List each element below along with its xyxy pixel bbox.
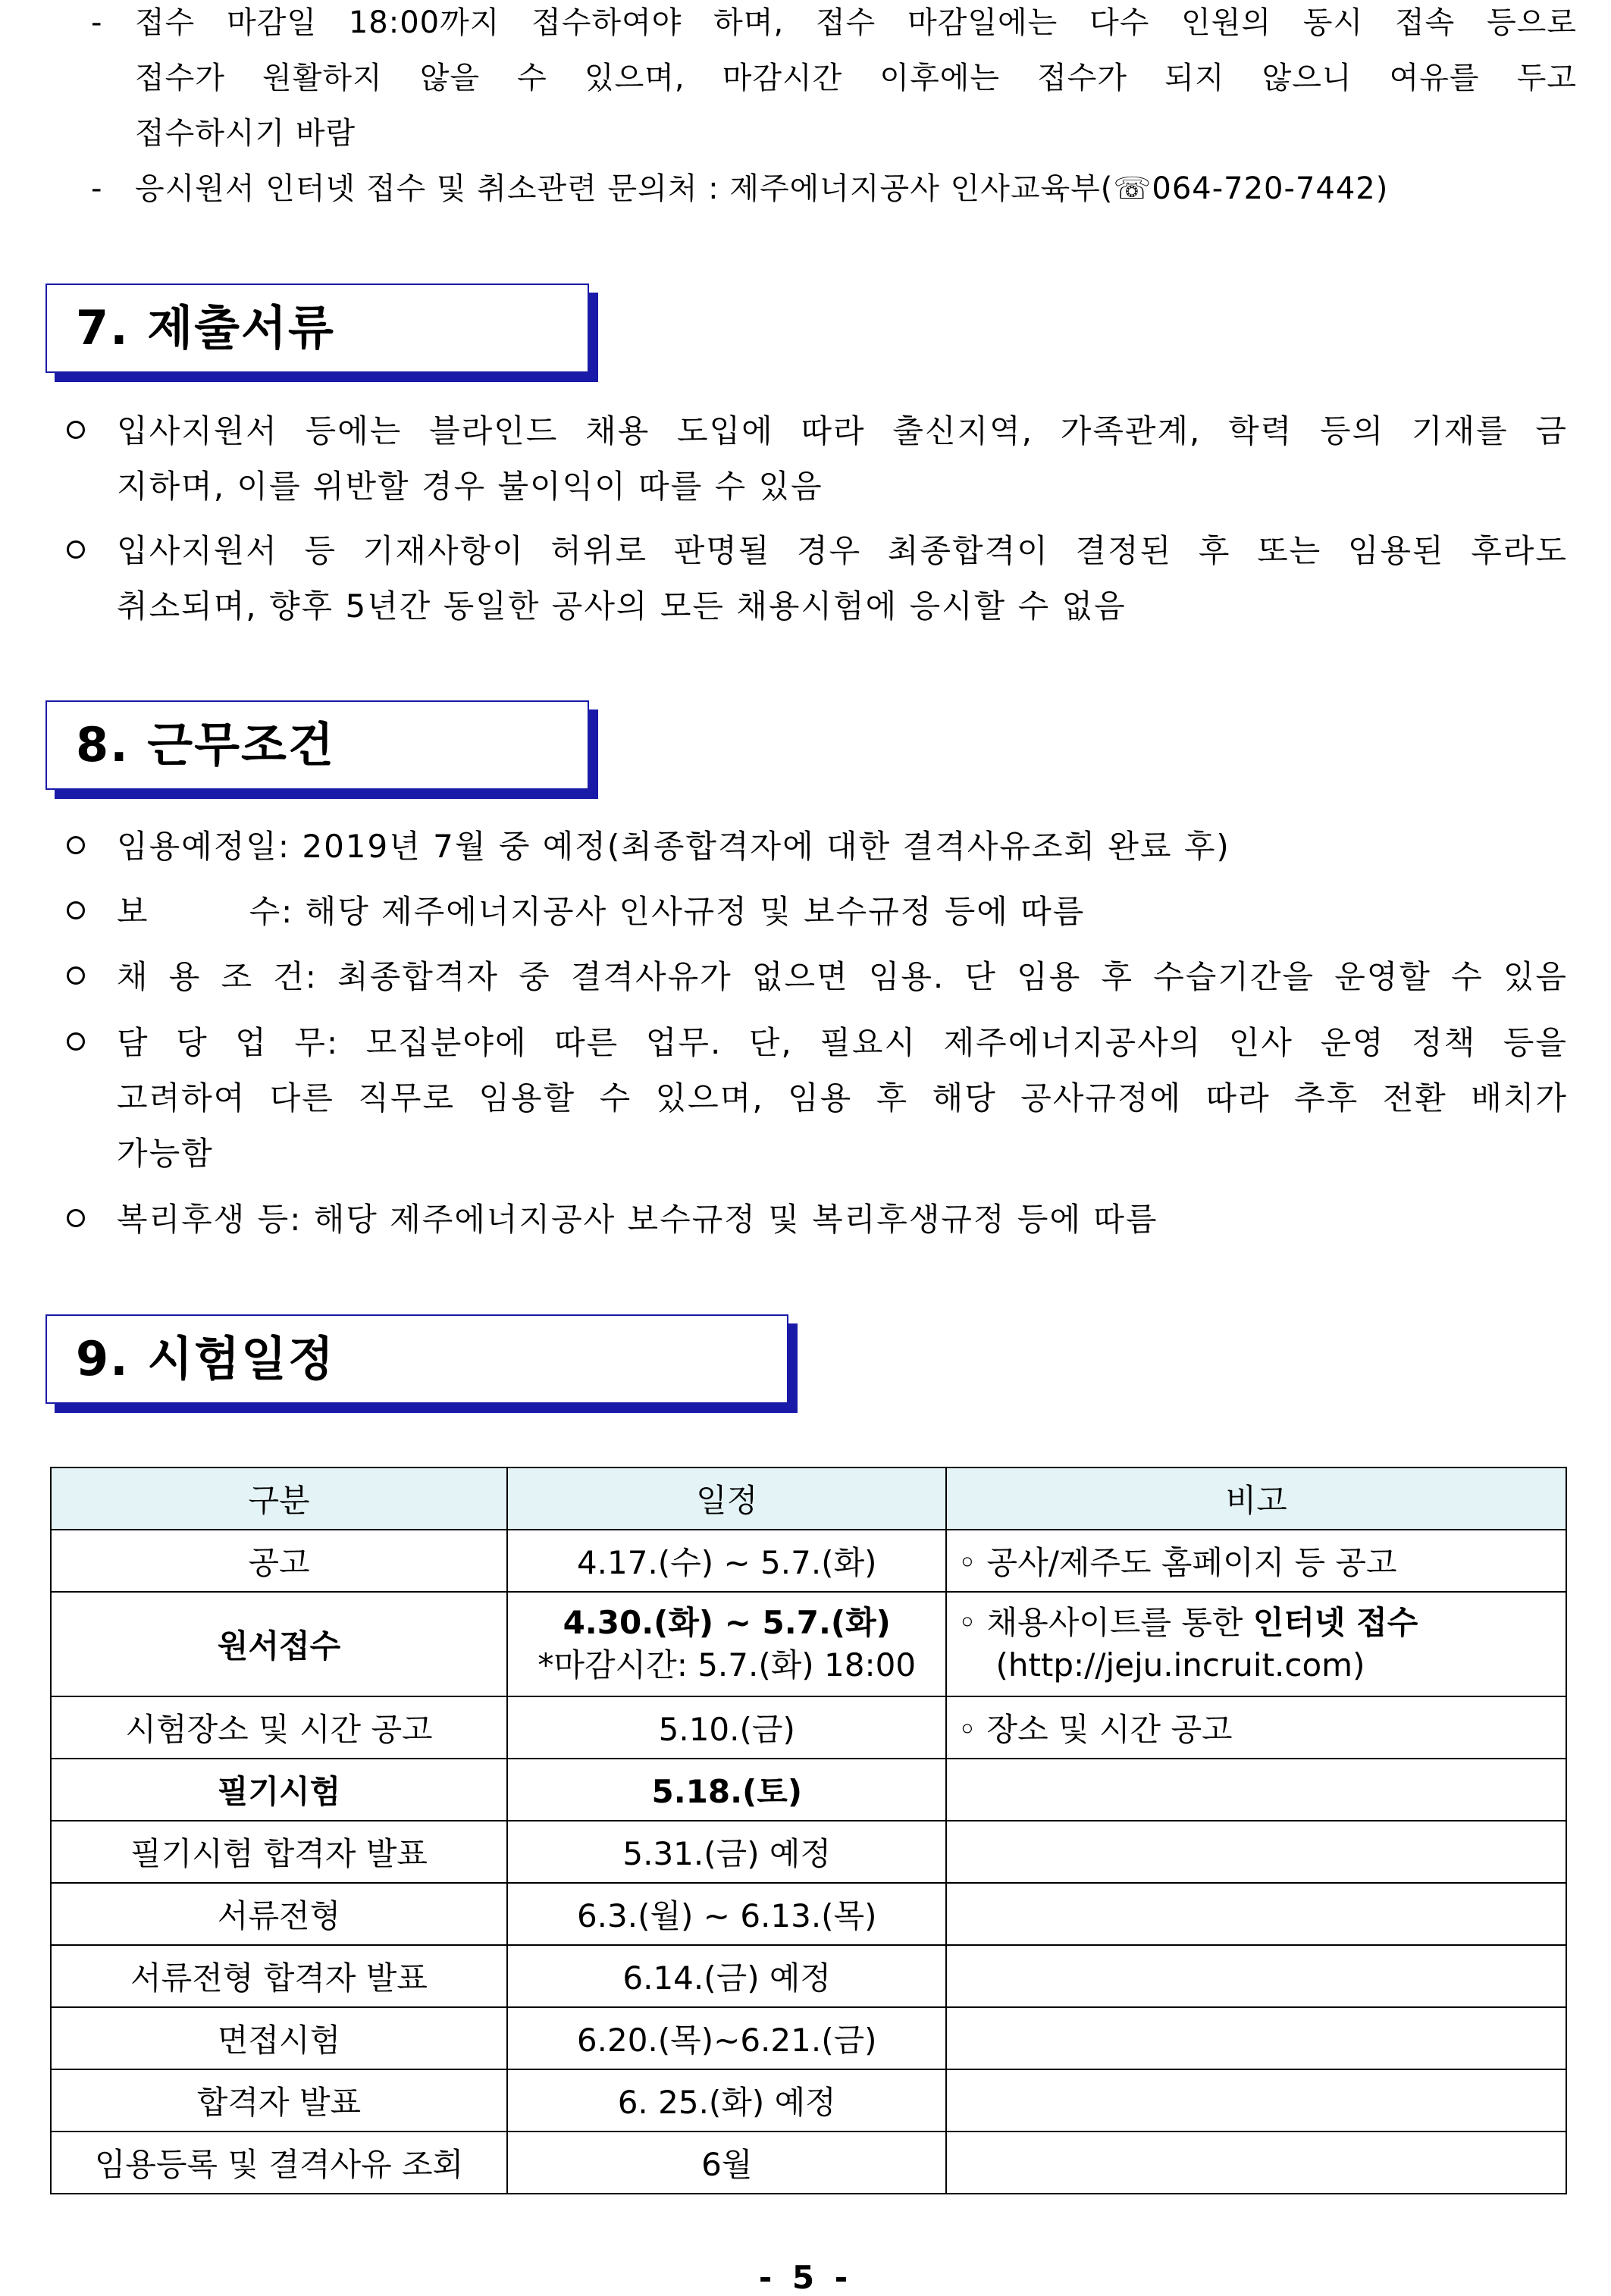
- cell-schedule: 6.3.(월) ~ 6.13.(목): [507, 1883, 946, 1945]
- intro-item-deadline: [91, 0, 1577, 161]
- cell-note: [946, 2007, 1566, 2069]
- cell-note: [946, 2132, 1566, 2194]
- table-header-row: [51, 1467, 1566, 1530]
- cell-note: ◦ 장소 및 시간 공고: [946, 1696, 1566, 1759]
- section-7-bullet: 입사지원서 등 기재사항이 허위로 판명될 경우 최종합격이 결정된 후 또는 임용된 후라도 취소되며, 향후 5년간 동일한 공사의 모든 채용시험에 응시할 수 없음: [67, 523, 1568, 634]
- table-row: [51, 1883, 1566, 1945]
- note-bold-text: 인터넷 접수: [1252, 1604, 1418, 1641]
- cell-category: 서류전형 합격자 발표: [51, 1945, 507, 2007]
- schedule-deadline: *마감시간: 5.7.(화) 18:00: [538, 1646, 917, 1684]
- intro-text-line: 접수하시기 바람: [135, 116, 356, 151]
- table-row: [51, 2132, 1566, 2194]
- table-row: [51, 1821, 1566, 1883]
- cell-category: 공고: [51, 1530, 507, 1592]
- cell-note: [946, 1821, 1566, 1883]
- cell-schedule: 5.18.(토): [507, 1759, 946, 1821]
- cell-category: 면접시험: [51, 2007, 507, 2069]
- section-8-bullet: 임용예정일: 2019년 7월 중 예정(최종합격자에 대한 결격사유조회 완료 후): [67, 819, 1568, 874]
- circle-bullet-icon: [67, 1209, 85, 1227]
- table-row: [51, 1696, 1566, 1759]
- section-8-bullet: 채 용 조 건: 최종합격자 중 결격사유가 없으면 임용. 단 임용 후 수습기간을 운영할 수 있음: [67, 949, 1568, 1004]
- cell-category: 합격자 발표: [51, 2069, 507, 2132]
- circle-bullet-icon: [67, 1032, 85, 1051]
- header-category: 구분: [51, 1467, 507, 1530]
- intro-text-line: 접수가 원활하지 않을 수 있으며, 마감시간 이후에는 접수가 되지 않으니 여유를 두고: [135, 61, 1577, 96]
- intro-text-line: 접수 마감일 18:00까지 접수하여야 하며, 접수 마감일에는 다수 인원의 동시 접속 등으로: [135, 5, 1577, 40]
- table-row: [51, 1945, 1566, 2007]
- cell-note: [946, 1883, 1566, 1945]
- cell-note: [946, 1759, 1566, 1821]
- section-7-bullet: 입사지원서 등에는 블라인드 채용 도입에 따라 출신지역, 가족관계, 학력 등의 기재를 금 지하며, 이를 위반할 경우 불이익이 따를 수 있음: [67, 403, 1568, 514]
- schedule-main: 4.30.(화) ~ 5.7.(화): [563, 1604, 891, 1641]
- cell-note: [946, 1945, 1566, 2007]
- cell-category: 원서접수: [51, 1592, 507, 1696]
- cell-category: 서류전형: [51, 1883, 507, 1945]
- section-8-title: 8. 근무조건: [76, 717, 335, 772]
- table-row: [51, 1592, 1566, 1696]
- circle-bullet-icon: [67, 966, 85, 985]
- cell-schedule: 6월: [507, 2132, 946, 2194]
- site-url: (http://jeju.incruit.com): [995, 1646, 1365, 1684]
- cell-note: [946, 2069, 1566, 2132]
- cell-category: 필기시험: [51, 1759, 507, 1821]
- section-9-title: 9. 시험일정: [76, 1331, 335, 1386]
- section-8-bullet: 담 당 업 무: 모집분야에 따른 업무. 단, 필요시 제주에너지공사의 인사 운영 정책 등을 고려하여 다른 직무로 임용할 수 있으며, 임용 후 해당 공사규정에 따라 추후 전환 배치가 가능함: [67, 1015, 1568, 1181]
- cell-schedule: [507, 1592, 946, 1696]
- table-row: [51, 2069, 1566, 2132]
- dash-marker: -: [91, 171, 102, 206]
- section-7-heading: [45, 283, 589, 373]
- contact-text: 응시원서 인터넷 접수 및 취소관련 문의처 : 제주에너지공사 인사교육부(☏064-720-7442): [135, 171, 1389, 206]
- section-8-bullet: 복리후생 등: 해당 제주에너지공사 보수규정 및 복리후생규정 등에 따름: [67, 1192, 1568, 1247]
- cell-category: 필기시험 합격자 발표: [51, 1821, 507, 1883]
- circle-bullet-icon: [67, 836, 85, 854]
- cell-note: ◦ 공사/제주도 홈페이지 등 공고: [946, 1530, 1566, 1592]
- circle-bullet-icon: [67, 421, 85, 439]
- cell-schedule: 6. 25.(화) 예정: [507, 2069, 946, 2132]
- cell-category: 임용등록 및 결격사유 조회: [51, 2132, 507, 2194]
- cell-schedule: 4.17.(수) ~ 5.7.(화): [507, 1530, 946, 1592]
- section-7-title: 7. 제출서류: [76, 300, 335, 356]
- note-text: ◦ 채용사이트를 통한: [958, 1604, 1253, 1641]
- cell-schedule: 5.10.(금): [507, 1696, 946, 1759]
- section-9-heading: [45, 1314, 788, 1404]
- cell-category: 시험장소 및 시간 공고: [51, 1696, 507, 1759]
- exam-schedule-table: [50, 1467, 1567, 2194]
- header-schedule: 일정: [507, 1467, 946, 1530]
- cell-schedule: 6.14.(금) 예정: [507, 1945, 946, 2007]
- cell-schedule: 6.20.(목)~6.21.(금): [507, 2007, 946, 2069]
- circle-bullet-icon: [67, 901, 85, 919]
- table-row: [51, 2007, 1566, 2069]
- intro-item-contact: [91, 161, 1577, 217]
- header-note: 비고: [946, 1467, 1566, 1530]
- circle-bullet-icon: [67, 540, 85, 559]
- table-row: [51, 1530, 1566, 1592]
- page-number: - 5 -: [758, 2259, 853, 2296]
- cell-schedule: 5.31.(금) 예정: [507, 1821, 946, 1883]
- section-8-bullet: 보 수: 해당 제주에너지공사 인사규정 및 보수규정 등에 따름: [67, 884, 1568, 939]
- dash-marker: -: [91, 5, 102, 40]
- section-8-heading: [45, 700, 589, 790]
- table-row: [51, 1759, 1566, 1821]
- cell-note: [946, 1592, 1566, 1696]
